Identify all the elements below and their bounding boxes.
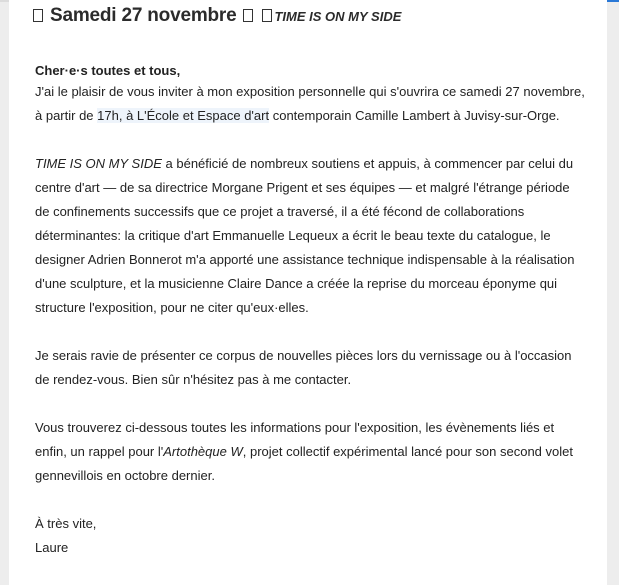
paragraph-line: structure l'exposition, pour ne citer qu'eux·elles. — [35, 300, 309, 315]
paragraph-line: de rendez-vous. Bien sûr n'hésitez pas à me contacter. — [35, 372, 352, 387]
event-time-link[interactable]: 17h, à L'École et Espace d'art — [97, 108, 270, 123]
text-segment: à partir de — [35, 108, 94, 123]
paragraph-line: d'une sculpture, et la musicienne Claire Dance a créée la reprise du morceau éponyme qui — [35, 276, 558, 291]
greeting: Cher·e·s toutes et tous, — [35, 63, 181, 78]
paragraph-line — [35, 152, 610, 176]
paragraph-line: designer Adrien Bonnerot m'a apporté une assistance technique indispensable à la réalisation — [35, 252, 575, 267]
missing-emoji-icon — [262, 9, 272, 22]
paragraph-line: déterminantes: la critique d'art Emmanuelle Lequeux a écrit le beau texte du catalogue, le — [35, 228, 551, 243]
closing: À très vite, — [35, 516, 97, 531]
paragraph-line: J'ai le plaisir de vous inviter à mon exposition personnelle qui s'ouvrira ce samedi 27 novembre, — [35, 84, 585, 99]
text-segment: enfin, un rappel pour l' — [35, 444, 164, 459]
text-segment: a bénéficié de nombreux soutiens et appuis, à commencer par celui du — [165, 156, 574, 171]
subject-line — [26, 4, 401, 28]
paragraph-line: gennevillois en octobre dernier. — [35, 468, 215, 483]
email-body — [9, 0, 607, 585]
missing-emoji-icon — [33, 9, 43, 22]
exhibition-title: TIME IS ON MY SIDE — [35, 156, 162, 171]
paragraph-line: centre d'art — de sa directrice Morgane Prigent et ses équipes — et malgré l'étrange période — [35, 180, 570, 195]
text-segment: contemporain Camille Lambert à Juvisy-sur-Orge. — [272, 108, 560, 123]
subject-date: Samedi 27 novembre — [50, 5, 237, 26]
missing-emoji-icon — [243, 9, 253, 22]
artotheque-title: Artothèque W — [163, 444, 243, 459]
paragraph-line: Je serais ravie de présenter ce corpus de nouvelles pièces lors du vernissage ou à l'occasion — [35, 348, 572, 363]
paragraph-line: de confinements successifs que ce projet a traversé, il a été fécond de collaborations — [35, 204, 525, 219]
paragraph-line — [35, 104, 610, 128]
message-text — [35, 62, 610, 560]
scrollbar-accent — [605, 0, 619, 2]
text-segment: , projet collectif expérimental lancé pour son second volet — [242, 444, 573, 459]
signature: Laure — [35, 540, 69, 555]
subject-title: TIME IS ON MY SIDE — [274, 8, 402, 24]
paragraph-line: Vous trouverez ci-dessous toutes les informations pour l'exposition, les évènements liés et — [35, 420, 555, 435]
paragraph-line — [35, 440, 610, 464]
